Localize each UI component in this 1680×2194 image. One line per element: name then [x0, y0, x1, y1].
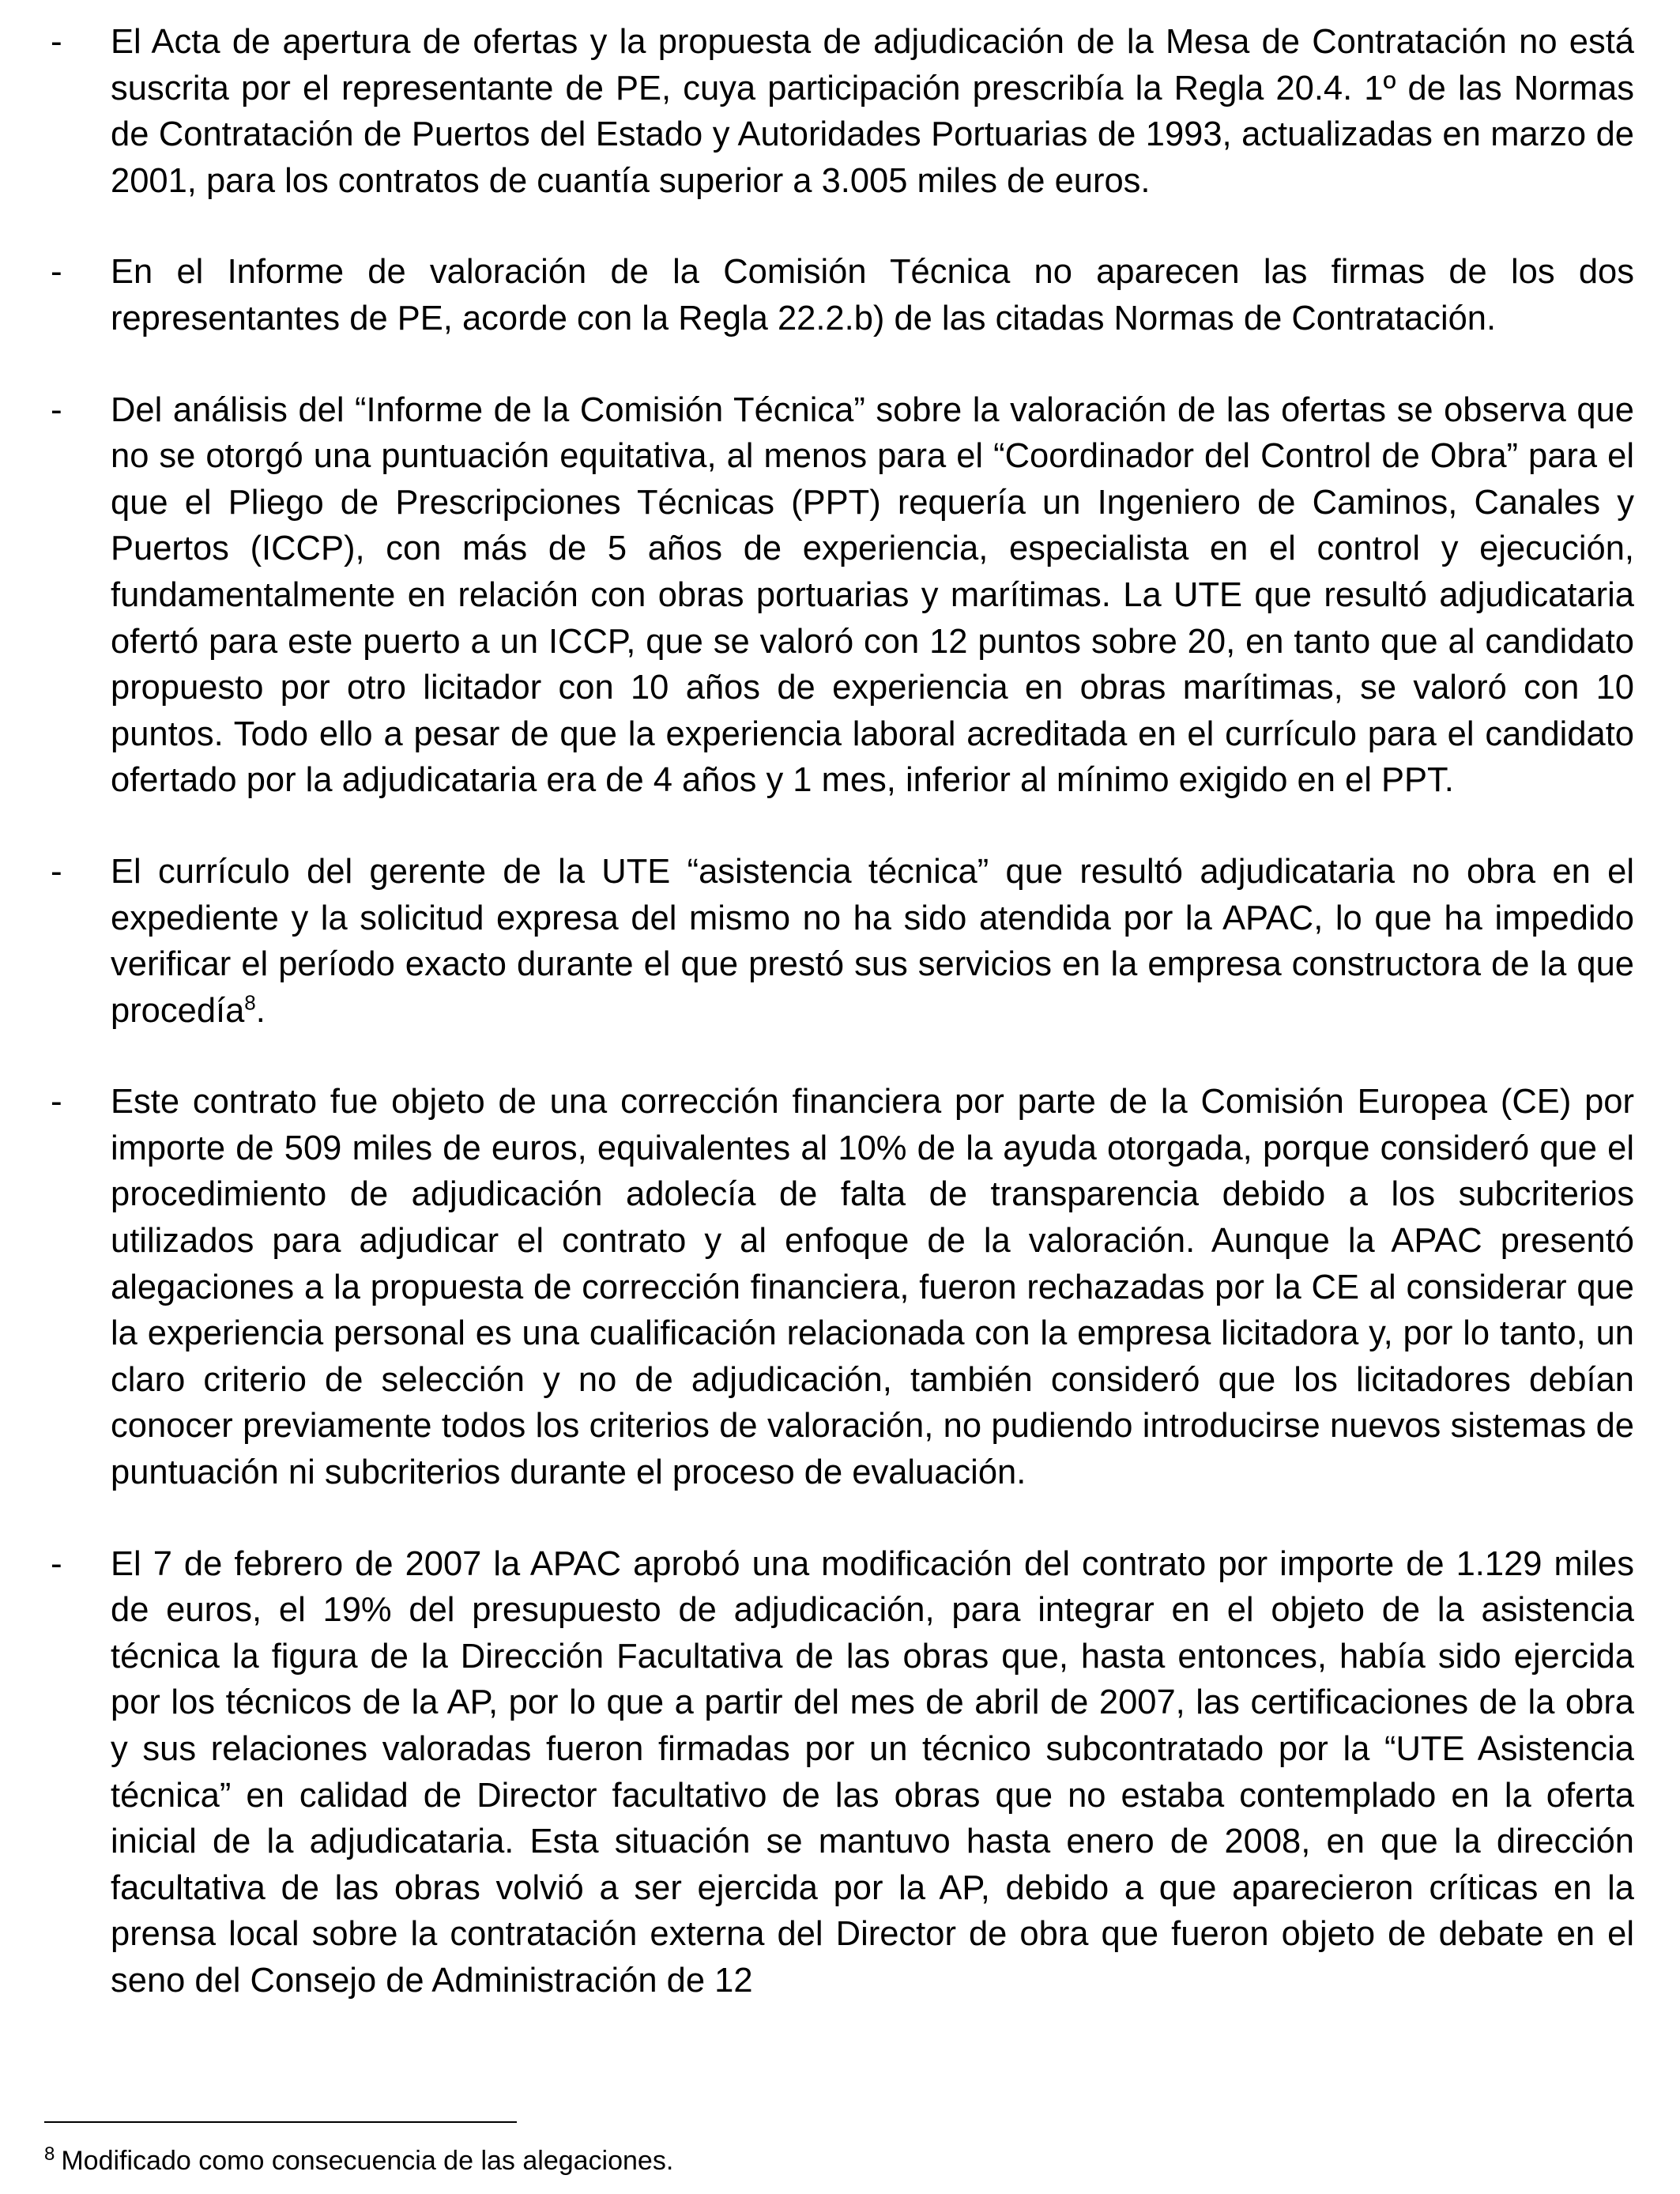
footnote-divider: [44, 2121, 517, 2123]
bullet-dash: -: [51, 851, 62, 891]
footnote-mark: 8: [44, 2143, 55, 2165]
bullet-dash: -: [51, 1544, 62, 1583]
bullet-dash: -: [51, 22, 62, 61]
list-item: [44, 387, 1634, 804]
list-item: [44, 19, 1634, 204]
bullet-dash: -: [51, 390, 62, 429]
bullet-dash: -: [51, 252, 62, 292]
list-item: [44, 849, 1634, 1034]
paragraph-text-main: El currículo del gerente de la UTE “asistencia técnica” que resultó adjudicataria no obra en el expediente y la solicitud expresa del mismo no ha sido atendida por la APAC, lo que ha impedido verificar el período exacto durante el que prestó sus servicios en la empresa constructora de la que procedía: [111, 852, 1634, 1030]
bullet-list: [44, 19, 1634, 2049]
paragraph-text: [111, 849, 1634, 1034]
footnote-text: Modificado como consecuencia de las alegaciones.: [61, 2146, 674, 2176]
paragraph-text-end: .: [255, 991, 266, 1030]
footnote-reference[interactable]: 8: [244, 990, 256, 1015]
paragraph-text: Este contrato fue objeto de una corrección financiera por parte de la Comisión Europea (CE) por importe de 509 miles de euros, equivalentes al 10% de la ayuda otorgada, porque consideró que el procedimiento de adjudicación adolecía de falta de transparencia debido a los subcriterios utilizados para adjudicar el contrato y al enfoque de la valoración. Aunque la APAC presentó alegaciones a la propuesta de corrección financiera, fueron rechazadas por la CE al considerar que la experiencia personal es una cualificación relacionada con la empresa licitadora y, por lo tanto, un claro criterio de selección y no de adjudicación, también consideró que los licitadores debían conocer previamente todos los criterios de valoración, no pudiendo introducirse nuevos sistemas de puntuación ni subcriterios durante el proceso de evaluación.: [111, 1083, 1634, 1492]
paragraph-text: El Acta de apertura de ofertas y la propuesta de adjudicación de la Mesa de Contratación no está suscrita por el representante de PE, cuya participación prescribía la Regla 20.4. 1º de las Normas de Contratación de Puertos del Estado y Autoridades Portuarias de 1993, actualizadas en marzo de 2001, para los contratos de cuantía superior a 3.005 miles de euros.: [111, 23, 1634, 200]
footnote: [44, 2143, 673, 2178]
list-item: [44, 1079, 1634, 1495]
paragraph-text: En el Informe de valoración de la Comisión Técnica no aparecen las firmas de los dos representantes de PE, acorde con la Regla 22.2.b) de las citadas Normas de Contratación.: [111, 253, 1634, 337]
paragraph-text: Del análisis del “Informe de la Comisión Técnica” sobre la valoración de las ofertas se observa que no se otorgó una puntuación equitativa, al menos para el “Coordinador del Control de Obra” para el que el Pliego de Prescripciones Técnicas (PPT) requería un Ingeniero de Caminos, Canales y Puertos (ICCP), con más de 5 años de experiencia, especialista en el control y ejecución, fundamentalmente en relación con obras portuarias y marítimas. La UTE que resultó adjudicataria ofertó para este puerto a un ICCP, que se valoró con 12 puntos sobre 20, en tanto que al candidato propuesto por otro licitador con 10 años de experiencia en obras marítimas, se valoró con 10 puntos. Todo ello a pesar de que la experiencia laboral acreditada en el currículo para el candidato ofertado por la adjudicataria era de 4 años y 1 mes, inferior al mínimo exigido en el PPT.: [111, 390, 1634, 800]
paragraph-text: El 7 de febrero de 2007 la APAC aprobó una modificación del contrato por importe de 1.129 miles de euros, el 19% del presupuesto de adjudicación, para integrar en el objeto de la asistencia técnica la figura de la Dirección Facultativa de las obras que, hasta entonces, había sido ejercida por los técnicos de la AP, por lo que a partir del mes de abril de 2007, las certificaciones de la obra y sus relaciones valoradas fueron firmadas por un técnico subcontratado por la “UTE Asistencia técnica” en calidad de Director facultativo de las obras que no estaba contemplado en la oferta inicial de la adjudicataria. Esta situación se mantuvo hasta enero de 2008, en que la dirección facultativa de las obras volvió a ser ejercida por la AP, debido a que aparecieron críticas en la prensa local sobre la contratación externa del Director de obra que fueron objeto de debate en el seno del Consejo de Administración de 12: [111, 1544, 1634, 2000]
list-item: [44, 1541, 1634, 2004]
list-item: [44, 249, 1634, 341]
bullet-dash: -: [51, 1082, 62, 1122]
